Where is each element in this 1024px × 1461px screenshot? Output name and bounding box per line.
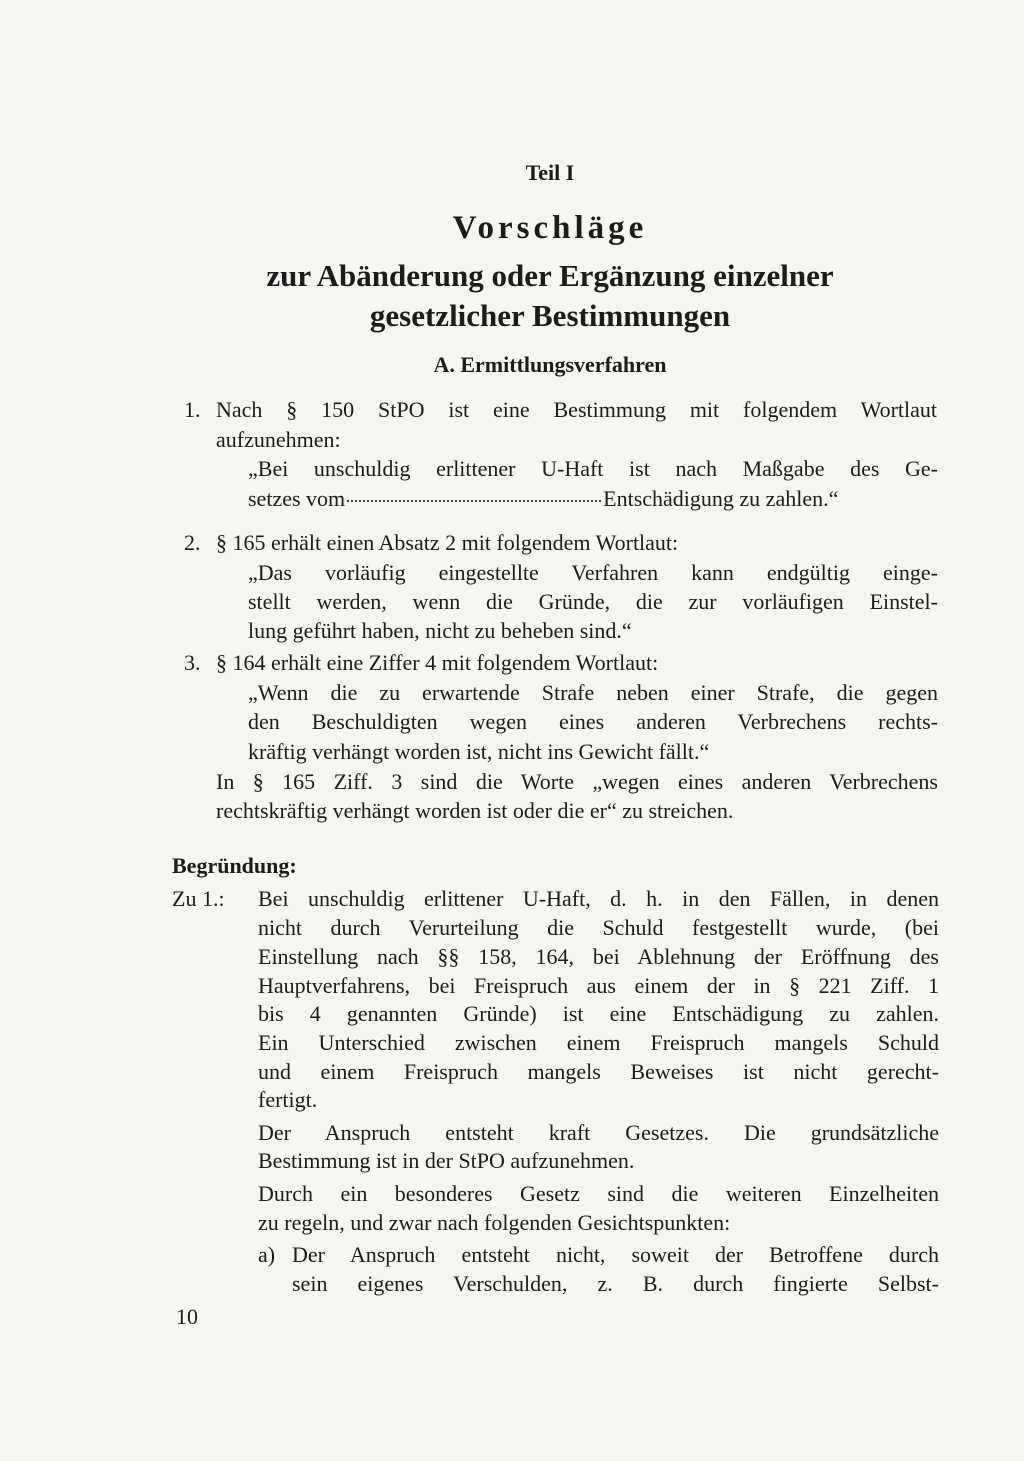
reasoning-line: Hauptverfahrens, bei Freispruch aus einem der in § 221 Ziff. 1 xyxy=(258,973,939,998)
reasoning-line: fertigt. xyxy=(258,1087,318,1112)
item-text-line: aufzunehmen: xyxy=(216,427,341,452)
item-text-line: Nach § 150 StPO ist eine Bestimmung mit folgendem Wortlaut xyxy=(216,397,937,422)
reasoning-line: zu regeln, und zwar nach folgenden Gesichtspunkten: xyxy=(258,1210,731,1235)
page-number: 10 xyxy=(176,1304,198,1329)
item-text-line: § 164 erhält eine Ziffer 4 mit folgendem Wortlaut: xyxy=(216,650,659,675)
blank-dotted-line xyxy=(347,500,601,502)
quote-fragment: setzes vom xyxy=(248,486,346,511)
page-title: Vorschläge xyxy=(452,210,648,246)
quote-line: „Das vorläufig eingestellte Verfahren kann endgültig einge- xyxy=(248,560,938,585)
reasoning-line: Einstellung nach §§ 158, 164, bei Ablehnung der Eröffnung des xyxy=(258,944,939,969)
item-number: 3. xyxy=(184,650,201,675)
quote-line: „Wenn die zu erwartende Strafe neben einer Strafe, die gegen xyxy=(248,680,938,705)
reasoning-line: sein eigenes Verschulden, z. B. durch fingierte Selbst- xyxy=(292,1271,939,1296)
quote-line: stellt werden, wenn die Gründe, die zur vorläufigen Einstel- xyxy=(248,589,938,614)
quote-line: den Beschuldigten wegen eines anderen Verbrechens rechts- xyxy=(248,709,938,734)
reasoning-line: Bei unschuldig erlittener U-Haft, d. h. in den Fällen, in denen xyxy=(258,886,939,911)
subtitle-line-1: zur Abänderung oder Ergänzung einzelner xyxy=(266,258,834,293)
reasoning-line: Durch ein besonderes Gesetz sind die weiteren Einzelheiten xyxy=(258,1181,939,1206)
reasoning-line: und einem Freispruch mangels Beweises ist nicht gerecht- xyxy=(258,1059,939,1084)
item-text-line: § 165 erhält einen Absatz 2 mit folgendem Wortlaut: xyxy=(216,530,679,555)
reasoning-line: Bestimmung ist in der StPO aufzunehmen. xyxy=(258,1148,635,1173)
reasoning-label: Zu 1.: xyxy=(172,886,225,911)
subtitle-line-2: gesetzlicher Bestimmungen xyxy=(369,298,731,333)
item-number: 1. xyxy=(184,397,201,422)
reasoning-line: Der Anspruch entsteht nicht, soweit der Betroffene durch xyxy=(292,1242,939,1267)
part-label: Teil I xyxy=(525,160,575,185)
item-text-line: rechtskräftig verhängt worden ist oder die er“ zu streichen. xyxy=(216,798,734,823)
quote-line: „Bei unschuldig erlittener U-Haft ist nach Maßgabe des Ge- xyxy=(248,456,938,481)
quote-line: lung geführt haben, nicht zu beheben sind.“ xyxy=(248,618,632,643)
reasoning-line: Der Anspruch entsteht kraft Gesetzes. Die grundsätzliche xyxy=(258,1120,939,1145)
reasoning-line: Ein Unterschied zwischen einem Freispruch mangels Schuld xyxy=(258,1030,939,1055)
reasoning-line: bis 4 genannten Gründe) ist eine Entschädigung zu zahlen. xyxy=(258,1001,939,1026)
sub-item-label: a) xyxy=(258,1242,276,1267)
section-heading: A. Ermittlungsverfahren xyxy=(433,352,667,377)
item-text-line: In § 165 Ziff. 3 sind die Worte „wegen eines anderen Verbrechens xyxy=(216,769,938,794)
quote-fragment: Entschädigung zu zahlen.“ xyxy=(603,486,839,511)
item-number: 2. xyxy=(184,530,201,555)
quote-line xyxy=(248,486,838,512)
reasoning-heading: Begründung: xyxy=(172,853,297,878)
reasoning-line: nicht durch Verurteilung die Schuld festgestellt wurde, (bei xyxy=(258,915,939,940)
quote-line: kräftig verhängt worden ist, nicht ins Gewicht fällt.“ xyxy=(248,739,710,764)
